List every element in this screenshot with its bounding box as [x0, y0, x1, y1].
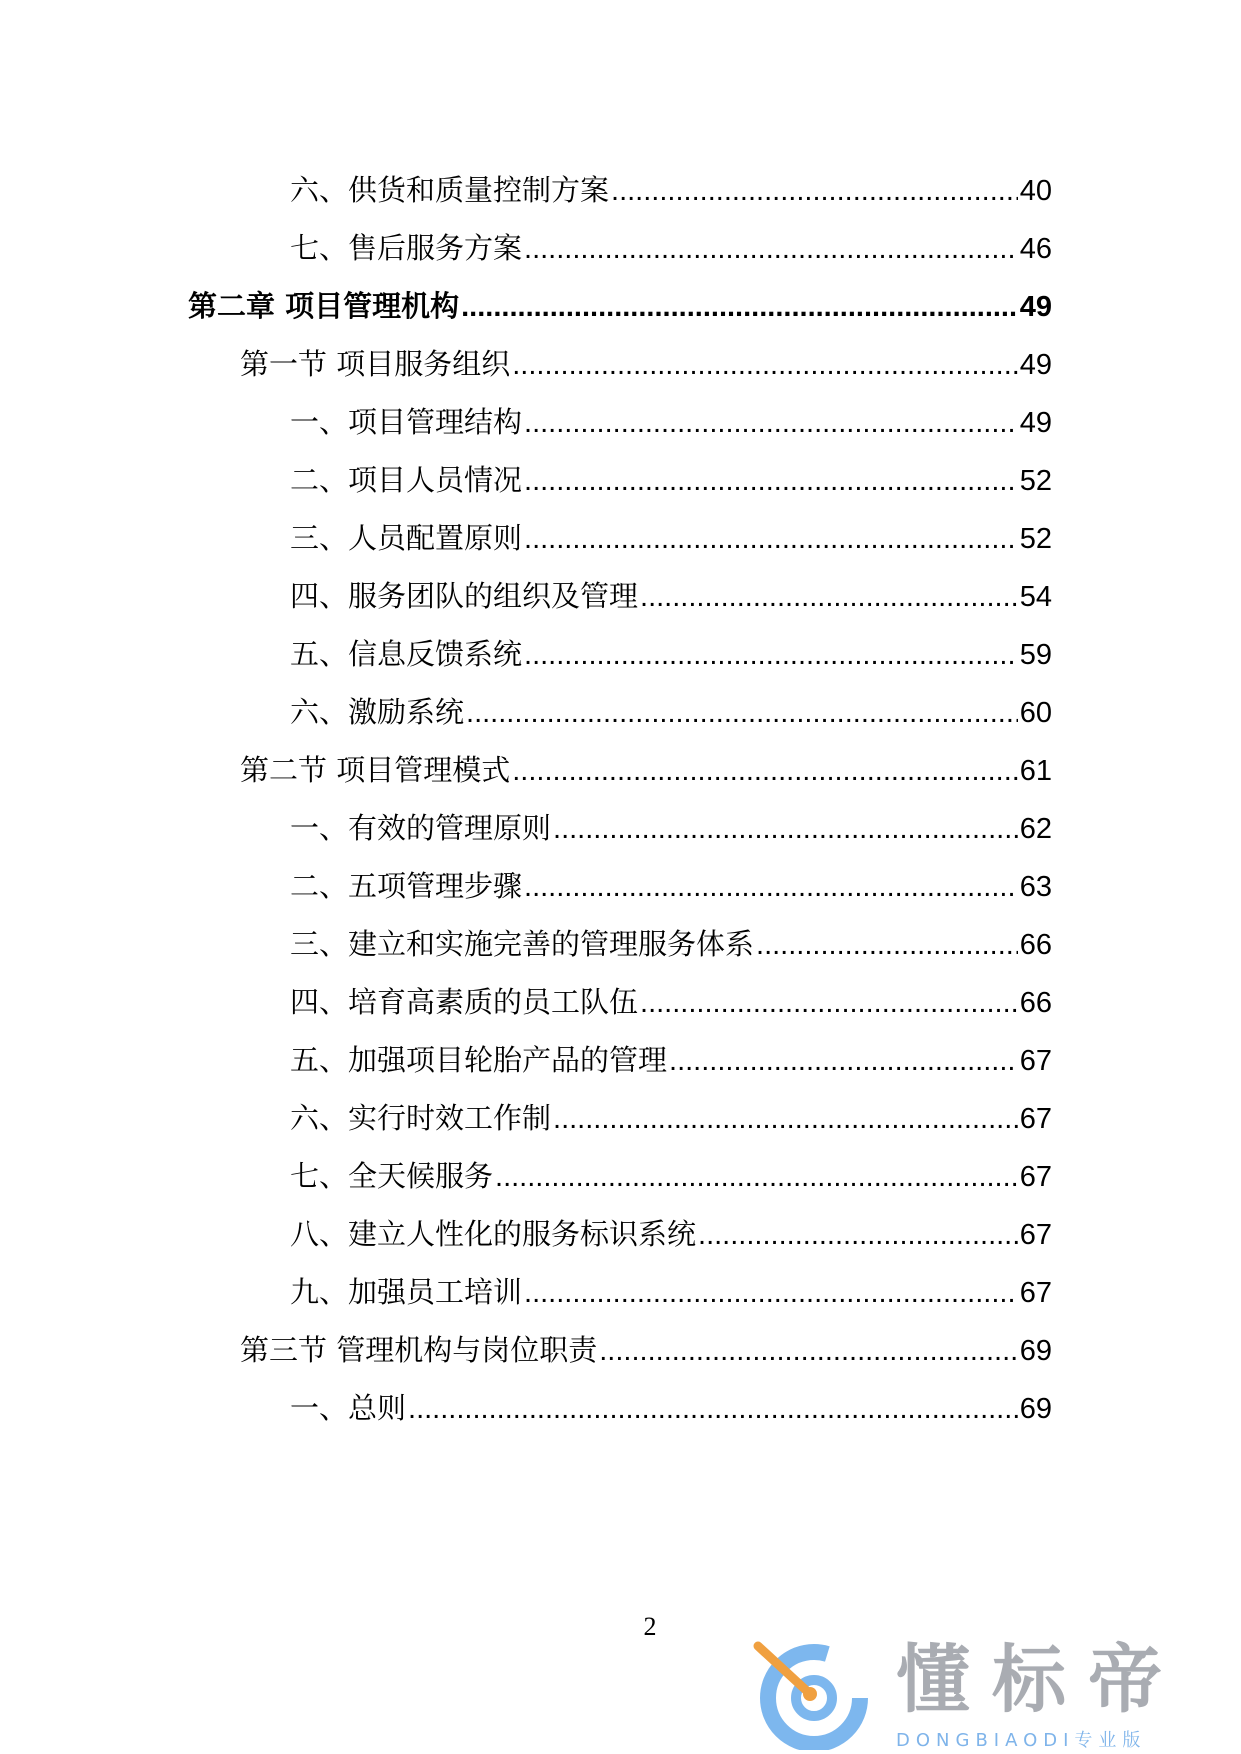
toc-entry: [290, 924, 1052, 965]
toc-leader-dots: [524, 519, 1018, 559]
toc-entry: [290, 576, 1052, 617]
toc-entry-page: 40: [1019, 175, 1052, 207]
toc-entry-page: 67: [1019, 1045, 1052, 1077]
toc-entry-label: 二、五项管理步骤: [290, 869, 523, 903]
toc-entry-label: 第二节 项目管理模式: [240, 753, 511, 787]
toc-entry: [290, 808, 1052, 849]
toc-leader-dots: [524, 403, 1018, 443]
toc-leader-dots: [524, 635, 1018, 675]
toc-section-entry: [240, 344, 1052, 385]
toc-leader-dots: [698, 1215, 1018, 1255]
toc-entry-page: 69: [1019, 1335, 1052, 1367]
toc-entry-label: 一、有效的管理原则: [290, 811, 552, 845]
toc-entry: [290, 692, 1052, 733]
watermark-brand: 懂标帝: [896, 1637, 1184, 1723]
toc-leader-dots: [524, 1273, 1018, 1313]
toc-entry-page: 52: [1019, 523, 1052, 555]
toc-entry: [290, 1098, 1052, 1139]
watermark-subtitle: DONGBIAODI专业版: [896, 1730, 1147, 1751]
toc-entry-page: 67: [1019, 1277, 1052, 1309]
toc-entry: [290, 634, 1052, 675]
toc-entry-label: 三、建立和实施完善的管理服务体系: [290, 927, 755, 961]
toc-entry-label: 一、总则: [290, 1391, 407, 1425]
toc-entry-page: 62: [1019, 813, 1052, 845]
watermark: [748, 1632, 1218, 1750]
toc-entry: [290, 982, 1052, 1023]
toc-section-entry: [240, 1330, 1052, 1371]
toc-leader-dots: [640, 577, 1018, 617]
toc-entry-page: 66: [1019, 987, 1052, 1019]
toc-leader-dots: [553, 1099, 1018, 1139]
toc-entry: [290, 866, 1052, 907]
toc-entry-label: 第三节 管理机构与岗位职责: [240, 1333, 598, 1367]
toc-leader-dots: [524, 229, 1018, 269]
toc-entry: [290, 1040, 1052, 1081]
toc-entry: [290, 402, 1052, 443]
toc-leader-dots: [524, 867, 1018, 907]
toc-leader-dots: [553, 809, 1018, 849]
toc-entry-label: 四、培育高素质的员工队伍: [290, 985, 639, 1019]
toc-entry-page: 46: [1019, 233, 1052, 265]
toc-leader-dots: [512, 345, 1018, 385]
toc-leader-dots: [640, 983, 1018, 1023]
toc-entry: [290, 228, 1052, 269]
toc-entry: [290, 460, 1052, 501]
toc-leader-dots: [408, 1389, 1018, 1429]
toc-entry: [290, 518, 1052, 559]
toc-entry: [290, 170, 1052, 211]
toc-entry-label: 六、供货和质量控制方案: [290, 173, 610, 207]
toc-entry-label: 第一节 项目服务组织: [240, 347, 511, 381]
toc-entry-page: 59: [1019, 639, 1052, 671]
toc-leader-dots: [756, 925, 1018, 965]
toc-entry-page: 67: [1019, 1219, 1052, 1251]
toc-entry-page: 49: [1019, 291, 1052, 323]
toc-entry-page: 52: [1019, 465, 1052, 497]
toc-entry-label: 四、服务团队的组织及管理: [290, 579, 639, 613]
toc-leader-dots: [599, 1331, 1018, 1371]
toc-entry-page: 63: [1019, 871, 1052, 903]
toc-entry-label: 九、加强员工培训: [290, 1275, 523, 1309]
toc-entry-label: 七、售后服务方案: [290, 231, 523, 265]
toc-entry-page: 49: [1019, 349, 1052, 381]
toc-entry-label: 六、实行时效工作制: [290, 1101, 552, 1135]
toc-leader-dots: [495, 1157, 1018, 1197]
toc-entry-page: 61: [1019, 755, 1052, 787]
toc-entry: [290, 1272, 1052, 1313]
toc-section-entry: [240, 750, 1052, 791]
toc-leader-dots: [669, 1041, 1018, 1081]
toc-entry: [290, 1388, 1052, 1429]
toc-leader-dots: [611, 171, 1018, 211]
toc-entry-label: 第二章 项目管理机构: [188, 289, 460, 323]
toc-entry-page: 60: [1019, 697, 1052, 729]
toc-entry-page: 49: [1019, 407, 1052, 439]
toc-entry-page: 54: [1019, 581, 1052, 613]
toc-entry-label: 三、人员配置原则: [290, 521, 523, 555]
toc-entry-label: 八、建立人性化的服务标识系统: [290, 1217, 697, 1251]
toc-entry: [290, 1214, 1052, 1255]
toc-entry: [290, 1156, 1052, 1197]
toc-entry-label: 六、激励系统: [290, 695, 465, 729]
toc-entry-page: 66: [1019, 929, 1052, 961]
toc-entry-label: 五、信息反馈系统: [290, 637, 523, 671]
toc-chapter-entry: [188, 286, 1052, 327]
toc-entry-label: 五、加强项目轮胎产品的管理: [290, 1043, 668, 1077]
toc-entry-page: 67: [1019, 1103, 1052, 1135]
toc-leader-dots: [524, 461, 1018, 501]
toc-entry-label: 二、项目人员情况: [290, 463, 523, 497]
toc-leader-dots: [461, 287, 1018, 327]
target-logo-icon: [748, 1632, 888, 1750]
toc-leader-dots: [512, 751, 1018, 791]
toc-entry-label: 七、全天候服务: [290, 1159, 494, 1193]
page-number: 2: [643, 1612, 657, 1641]
toc-entry-label: 一、项目管理结构: [290, 405, 523, 439]
toc-entry-page: 69: [1019, 1393, 1052, 1425]
toc-entry-page: 67: [1019, 1161, 1052, 1193]
toc-leader-dots: [466, 693, 1018, 733]
